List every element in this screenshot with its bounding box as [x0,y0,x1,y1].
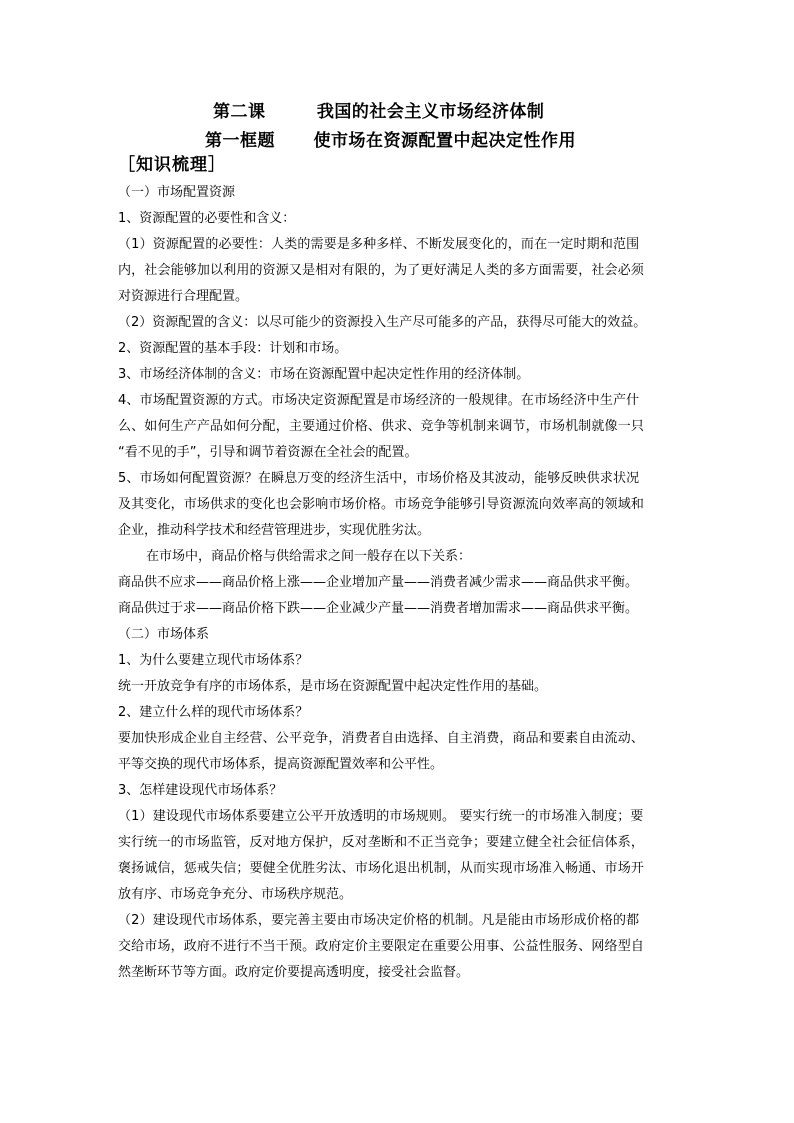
paragraph-line: 在市场中，商品价格与供给需求之间一般存在以下关系： [146,549,472,564]
paragraph-line: 企业，推动科学技术和经营管理进步，实现优胜劣汰。 [118,523,431,538]
paragraph-line: 5、市场如何配置资源？在瞬息万变的经济生活中，市场价格及其波动，能够反映供求状况 [118,471,640,486]
paragraph-line: 交给市场，政府不进行不当干预。政府定价主要限定在重要公用事、公益性服务、网络型自 [118,939,645,954]
paragraph-line: 实行统一的市场监管，反对地方保护，反对垄断和不正当竞争；要建立健全社会征信体系， [118,835,645,850]
paragraph-line: 么、如何生产产品如何分配，主要通过价格、供求、竞争等机制来调节，市场机制就像一只 [118,419,645,434]
paragraph-line: 放有序、市场竞争充分、市场秩序规范。 [118,887,353,902]
paragraph-line: （1）建设现代市场体系要建立公平开放透明的市场规则。 要实行统一的市场准入制度；要 [118,809,644,824]
paragraph-line: 平等交换的现代市场体系，提高资源配置效率和公平性。 [118,757,444,772]
supply-demand-chain: 商品供过于求——商品价格下跌——企业减少产量——消费者增加需求——商品供求平衡。 [118,601,639,616]
paragraph-line: 要加快形成企业自主经营、公平竞争，消费者自由选择、自主消费，商品和要素自由流动、 [118,731,645,746]
paragraph-line: 4、市场配置资源的方式。市场决定资源配置是市场经济的一般规律。在市场经济中生产什 [118,393,640,408]
paragraph-line: 内，社会能够加以利用的资源又是相对有限的，为了更好满足人类的多方面需要，社会必须 [118,263,645,278]
paragraph-line: （2）资源配置的含义：以尽可能少的资源投入生产尽可能多的产品，获得尽可能大的效益。 [118,315,647,330]
question-heading: 1、为什么要建立现代市场体系？ [118,653,309,668]
section-title: 第一框题 使市场在资源配置中起决定性作用 [205,131,577,151]
subheading-market-allocation: （一）市场配置资源 [118,185,236,200]
lesson-title: 第二课 我国的社会主义市场经济体制 [213,102,545,122]
paragraph-line: 及其变化，市场供求的变化也会影响市场价格。市场竞争能够引导资源流向效率高的领域和 [118,497,645,512]
point-3: 3、市场经济体制的含义：市场在资源配置中起决定性作用的经济体制。 [118,367,530,382]
question-heading: 2、建立什么样的现代市场体系？ [118,705,309,720]
paragraph-line: “看不见的手”，引导和调节着资源在全社会的配置。 [118,445,418,460]
question-heading: 3、怎样建设现代市场体系？ [118,783,283,798]
paragraph-line: 然垄断环节等方面。政府定价要提高透明度，接受社会监督。 [118,965,470,980]
paragraph-line: 对资源进行合理配置。 [118,289,249,304]
body-text [118,180,698,986]
point-2: 2、资源配置的基本手段：计划和市场。 [118,341,348,356]
supply-demand-chain: 商品供不应求——商品价格上涨——企业增加产量——消费者减少需求——商品供求平衡。 [118,575,639,590]
knowledge-review-heading: ［知识梳理］ [118,155,226,175]
paragraph-line: 褒扬诚信，惩戒失信；要健全优胜劣汰、市场化退出机制，从而实现市场准入畅通、市场开 [118,861,645,876]
paragraph-line: （2）建设现代市场体系，要完善主要由市场决定价格的机制。凡是能由市场形成价格的都 [118,913,640,928]
paragraph-line: 统一开放竞争有序的市场体系，是市场在资源配置中起决定性作用的基础。 [118,679,548,694]
paragraph-line: （1）资源配置的必要性：人类的需要是多种多样、不断发展变化的，而在一定时期和范围 [118,237,640,252]
point-1-heading: 1、资源配置的必要性和含义： [118,211,296,226]
subheading-market-system: （二）市场体系 [118,627,210,642]
